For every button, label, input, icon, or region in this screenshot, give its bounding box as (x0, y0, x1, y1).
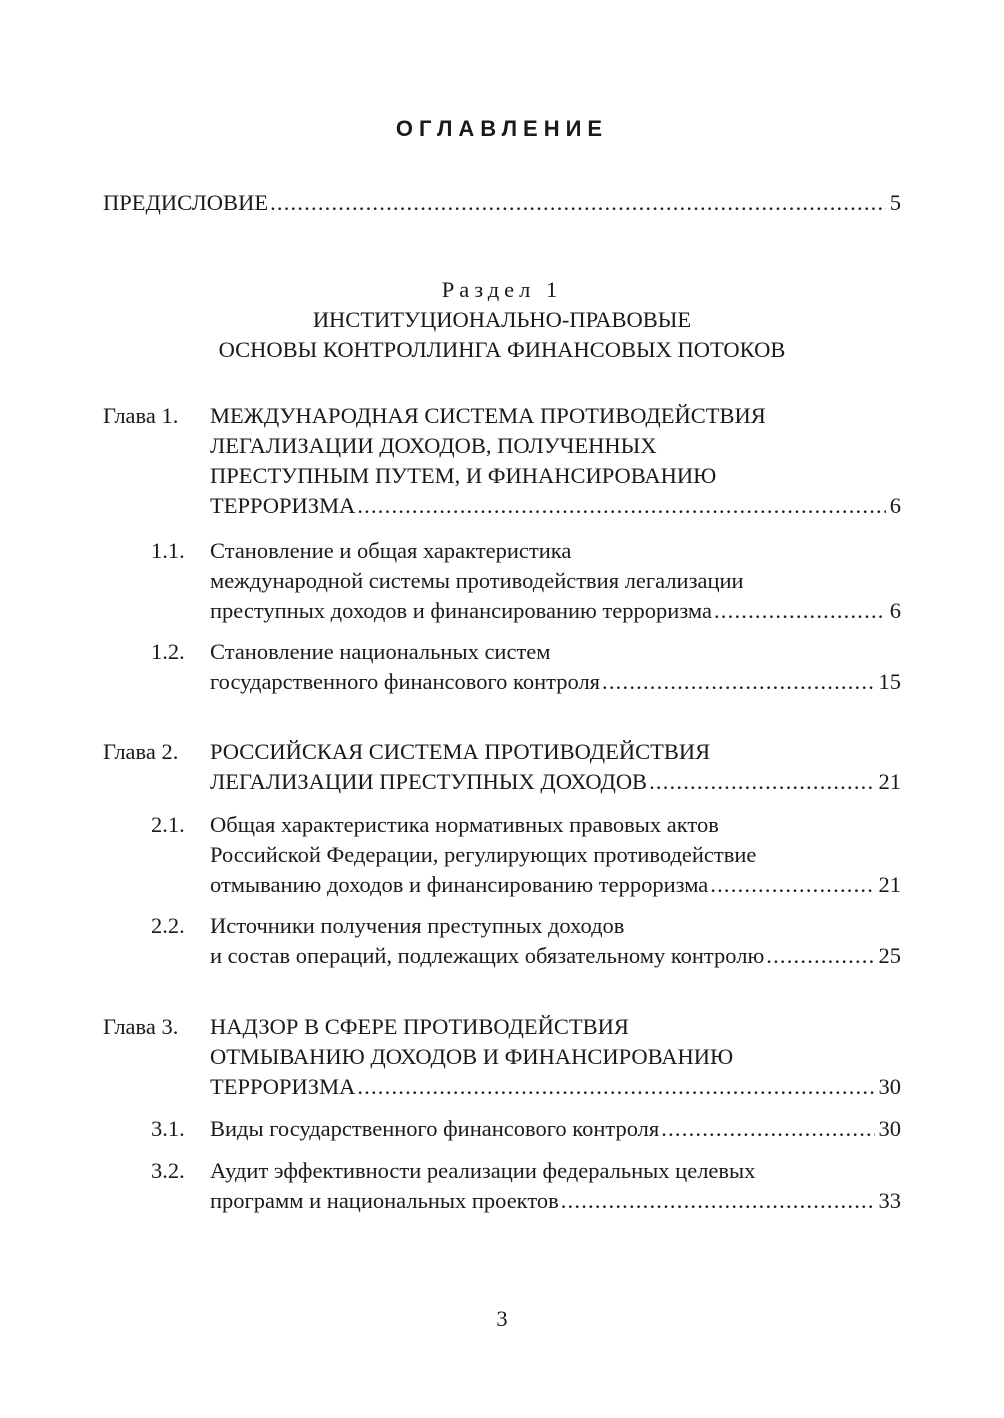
toc-line (210, 491, 901, 521)
toc-entry-subsection-3-2[interactable] (210, 1156, 901, 1216)
subsection-number: 1.2. (151, 639, 185, 664)
entry-title: ПРЕДИСЛОВИЕ (103, 190, 269, 215)
entry-page-number: 25 (878, 943, 901, 968)
entry-page-number: 21 (878, 872, 901, 897)
chapter-number: Глава 2. (103, 739, 179, 764)
subsection-number: 1.1. (151, 538, 185, 563)
toc-line (210, 767, 901, 797)
dot-leader (649, 767, 874, 797)
toc-entry-subsection-1-1[interactable] (210, 536, 901, 626)
entry-title-line: преступных доходов и финансированию терроризма (210, 598, 712, 623)
entry-title-line: ОТМЫВАНИЮ ДОХОДОВ И ФИНАНСИРОВАНИЮ (210, 1044, 734, 1069)
entry-title-line: ТЕРРОРИЗМА (210, 1074, 356, 1099)
entry-page-number: 33 (878, 1188, 901, 1213)
toc-entry-subsection-3-1[interactable] (210, 1114, 901, 1144)
dot-leader (357, 491, 885, 521)
toc-line (210, 941, 901, 971)
entry-title-line: Становление и общая характеристика (210, 538, 572, 563)
entry-title-line: Виды государственного финансового контроля (210, 1116, 660, 1141)
entry-title-line: ТЕРРОРИЗМА (210, 493, 356, 518)
entry-page-number: 5 (889, 190, 901, 215)
chapter-number: Глава 3. (103, 1014, 179, 1039)
toc-line (103, 188, 901, 218)
chapter-number: Глава 1. (103, 403, 179, 428)
entry-title-line: МЕЖДУНАРОДНАЯ СИСТЕМА ПРОТИВОДЕЙСТВИЯ (210, 403, 766, 428)
toc-entry-subsection-2-1[interactable] (210, 810, 901, 900)
dot-leader (357, 1072, 874, 1102)
toc-line (210, 1186, 901, 1216)
subsection-number: 2.1. (151, 812, 185, 837)
entry-title-line: программ и национальных проектов (210, 1188, 559, 1213)
toc-line (210, 870, 901, 900)
entry-title-line: международной системы противодействия легализации (210, 568, 744, 593)
dot-leader (714, 596, 886, 626)
entry-title-line: и состав операций, подлежащих обязательному контролю (210, 943, 765, 968)
entry-title-line: Российской Федерации, регулирующих противодействие (210, 842, 757, 867)
toc-line (210, 1114, 901, 1144)
entry-title-line: Источники получения преступных доходов (210, 913, 625, 938)
entry-page-number: 30 (878, 1074, 901, 1099)
toc-entry-subsection-1-2[interactable] (210, 637, 901, 697)
dot-leader (766, 941, 874, 971)
entry-title-line: Общая характеристика нормативных правовых актов (210, 812, 719, 837)
toc-entry-subsection-2-2[interactable] (210, 911, 901, 971)
section-label: Раздел 1 (441, 277, 563, 302)
entry-title-line: ЛЕГАЛИЗАЦИИ ДОХОДОВ, ПОЛУЧЕННЫХ (210, 433, 657, 458)
toc-line (210, 1072, 901, 1102)
entry-page-number: 15 (878, 669, 901, 694)
entry-title-line: НАДЗОР В СФЕРЕ ПРОТИВОДЕЙСТВИЯ (210, 1014, 629, 1039)
entry-title-line: ЛЕГАЛИЗАЦИИ ПРЕСТУПНЫХ ДОХОДОВ (210, 769, 648, 794)
dot-leader (270, 188, 886, 218)
entry-title-line: ПРЕСТУПНЫМ ПУТЕМ, И ФИНАНСИРОВАНИЮ (210, 463, 717, 488)
subsection-number: 2.2. (151, 913, 185, 938)
dot-leader (710, 870, 874, 900)
entry-title-line: отмыванию доходов и финансированию терроризма (210, 872, 709, 897)
toc-entry-chapter-1[interactable] (210, 401, 901, 521)
subsection-number: 3.2. (151, 1158, 185, 1183)
entry-title-line: государственного финансового контроля (210, 669, 601, 694)
toc-entry-preface[interactable] (103, 188, 901, 218)
dot-leader (661, 1114, 874, 1144)
toc-entry-chapter-2[interactable] (210, 737, 901, 797)
page-number: 3 (496, 1306, 508, 1331)
entry-title-line: РОССИЙСКАЯ СИСТЕМА ПРОТИВОДЕЙСТВИЯ (210, 739, 711, 764)
subsection-number: 3.1. (151, 1116, 185, 1141)
entry-title-line: Аудит эффективности реализации федеральных целевых (210, 1158, 756, 1183)
section-title-line-1: ИНСТИТУЦИОНАЛЬНО-ПРАВОВЫЕ (312, 307, 692, 332)
entry-page-number: 6 (889, 598, 901, 623)
entry-page-number: 6 (889, 493, 901, 518)
toc-line (210, 596, 901, 626)
dot-leader (602, 667, 874, 697)
entry-page-number: 21 (878, 769, 901, 794)
toc-entry-chapter-3[interactable] (210, 1012, 901, 1102)
entry-page-number: 30 (878, 1116, 901, 1141)
toc-line (210, 667, 901, 697)
dot-leader (561, 1186, 875, 1216)
entry-title-line: Становление национальных систем (210, 639, 551, 664)
section-title-line-2: ОСНОВЫ КОНТРОЛЛИНГА ФИНАНСОВЫХ ПОТОКОВ (218, 337, 786, 362)
toc-title: ОГЛАВЛЕНИЕ (395, 116, 609, 141)
